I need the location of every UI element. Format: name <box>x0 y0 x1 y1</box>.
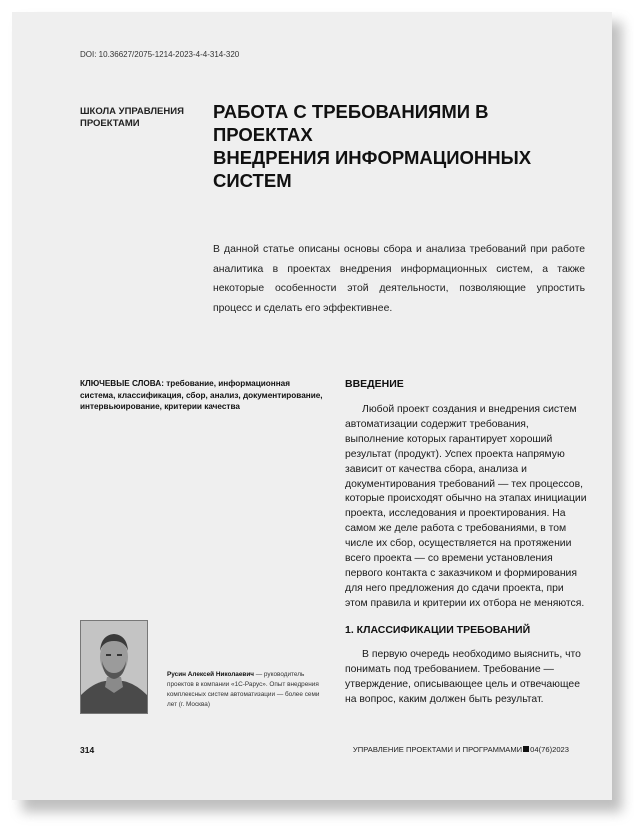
abstract: В данной статье описаны основы сбора и анализа требований при работе аналитика в проектах внедрения информационных систем, а также некоторые особенности этой деятельности, позволяющие упростить процесс и сделать его эффективнее. <box>213 244 585 314</box>
journal-issue: 04(76)2023 <box>530 745 569 754</box>
doi: DOI: 10.36627/2075-1214-2023-4-4-314-320 <box>80 50 240 59</box>
classification-paragraph: В первую очередь необходимо выяснить, что понимать под требованием. Требование — утверждение, описывающее цель и отвечающее на вопрос, каким должен быть результат. <box>345 649 581 705</box>
keywords-label: КЛЮЧЕВЫЕ СЛОВА: <box>80 379 164 388</box>
author-portrait-image <box>81 621 147 713</box>
journal-page <box>12 12 612 800</box>
intro-paragraph: Любой проект создания и внедрения систем автоматизации содержит требования, выполнение которых гарантирует хороший результат (продукт). Успех проекта напрямую зависит от качества сбора, анализа и документирования требований — тех процессов, которые происходят обычно на этапах инициации проекта, исследования и проектирования. На самом же деле работа с требованиями, в том числе их сбор, осуществляется на протяжении всего проекта — со времени установления первого контакта с заказчиком и формирования для него предложения до сдачи проекта, при этом правила и критерии их отбора не меняются. <box>345 404 587 609</box>
square-separator-icon <box>523 746 529 752</box>
author-info <box>167 670 329 710</box>
journal-footer <box>353 745 569 754</box>
author-bio: — руководитель проектов в компании «1С-Рарус». Опыт внедрения комплексных систем автоматизации — более семи лет (г. Москва) <box>167 671 320 708</box>
keywords-text: требование, информационная система, классификация, сбор, анализ, документирование, интервьюирование, критерии качества <box>80 379 323 411</box>
page-number: 314 <box>80 745 95 755</box>
author-photo <box>80 620 148 714</box>
classification-heading: 1. КЛАССИФИКАЦИИ ТРЕБОВАНИЙ <box>345 624 531 636</box>
author-name: Русин Алексей Николаевич <box>167 671 254 678</box>
keywords <box>80 378 326 413</box>
article-title: РАБОТА С ТРЕБОВАНИЯМИ В ПРОЕКТАХ ВНЕДРЕНИЯ ИНФОРМАЦИОННЫХ СИСТЕМ <box>213 101 532 191</box>
section-label: ШКОЛА УПРАВЛЕНИЯ ПРОЕКТАМИ <box>80 106 184 129</box>
intro-heading: ВВЕДЕНИЕ <box>345 378 404 390</box>
journal-name: УПРАВЛЕНИЕ ПРОЕКТАМИ И ПРОГРАММАМИ <box>352 745 523 754</box>
